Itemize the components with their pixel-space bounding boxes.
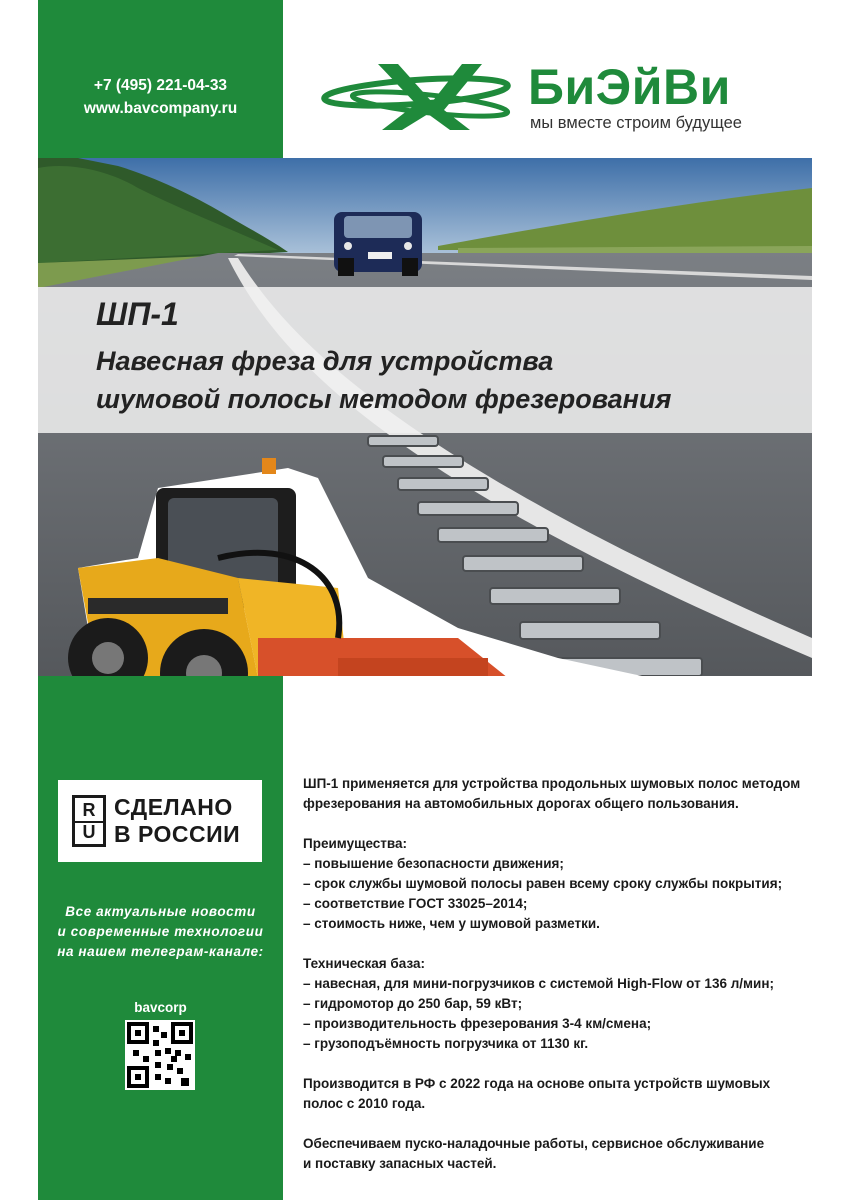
telegram-handle[interactable]: bavcorp — [134, 1000, 187, 1015]
advantages-heading: Преимущества: — [303, 836, 408, 851]
phone-number[interactable]: +7 (495) 221-04-33 — [93, 77, 228, 94]
product-title-line-1: Навесная фреза для устройства — [96, 346, 554, 376]
intro-line-2: фрезерования на автомобильных дорогах общего пользования. — [303, 796, 739, 811]
service-paragraph — [303, 1134, 823, 1174]
tech-item: – производительность фрезерования 3-4 км/смена; — [303, 1016, 652, 1031]
contact-block — [38, 74, 283, 120]
advantage-item: – соответствие ГОСТ 33025–2014; — [303, 896, 528, 911]
produced-paragraph — [303, 1074, 823, 1114]
website-link[interactable]: www.bavcompany.ru — [83, 100, 238, 117]
tech-section — [303, 954, 823, 1054]
intro-line-1: ШП-1 применяется для устройства продольных шумовых полос методом — [303, 776, 801, 791]
advantage-item: – срок службы шумовой полосы равен всему сроку службы покрытия; — [303, 876, 783, 891]
news-line-2: и современные технологии — [57, 924, 264, 939]
intro-paragraph — [303, 774, 823, 814]
made-line-2: В РОССИИ — [114, 821, 241, 847]
advantages-section — [303, 834, 823, 934]
product-title-line-2: шумовой полосы методом фрезерования — [96, 384, 672, 414]
product-description — [303, 774, 823, 1194]
logo-mark-icon — [320, 58, 520, 134]
ru-letter-u: U — [82, 822, 96, 842]
tech-heading: Техническая база: — [303, 956, 425, 971]
product-title — [96, 342, 671, 418]
tech-item: – грузоподъёмность погрузчика от 1130 кг. — [303, 1036, 589, 1051]
service-line-2: и поставку запасных частей. — [303, 1156, 497, 1171]
advantage-item: – повышение безопасности движения; — [303, 856, 564, 871]
tech-item: – гидромотор до 250 бар, 59 кВт; — [303, 996, 523, 1011]
brand-name: БиЭйВи — [528, 59, 731, 115]
product-model: ШП-1 — [96, 296, 179, 332]
tech-item: – навесная, для мини-погрузчиков с системой High-Flow от 136 л/мин; — [303, 976, 774, 991]
news-line-1: Все актуальные новости — [65, 904, 256, 919]
produced-line-2: полос с 2010 года. — [303, 1096, 426, 1111]
service-line-1: Обеспечиваем пуско-наладочные работы, сервисное обслуживание — [303, 1136, 765, 1151]
produced-line-1: Производится в РФ с 2022 года на основе опыта устройств шумовых — [303, 1076, 771, 1091]
brand-tagline: мы вместе строим будущее — [530, 114, 742, 132]
qr-code-icon[interactable] — [125, 1020, 195, 1090]
ru-letter-r: R — [82, 800, 96, 820]
made-line-1: СДЕЛАНО — [114, 794, 233, 820]
made-in-russia-text — [114, 794, 240, 848]
ru-mark-icon — [72, 795, 106, 847]
made-in-russia-badge — [58, 780, 262, 862]
news-line-3: на нашем телеграм-канале: — [57, 944, 264, 959]
company-logo — [320, 58, 780, 138]
advantage-item: – стоимость ниже, чем у шумовой разметки. — [303, 916, 600, 931]
news-promo — [38, 902, 283, 962]
